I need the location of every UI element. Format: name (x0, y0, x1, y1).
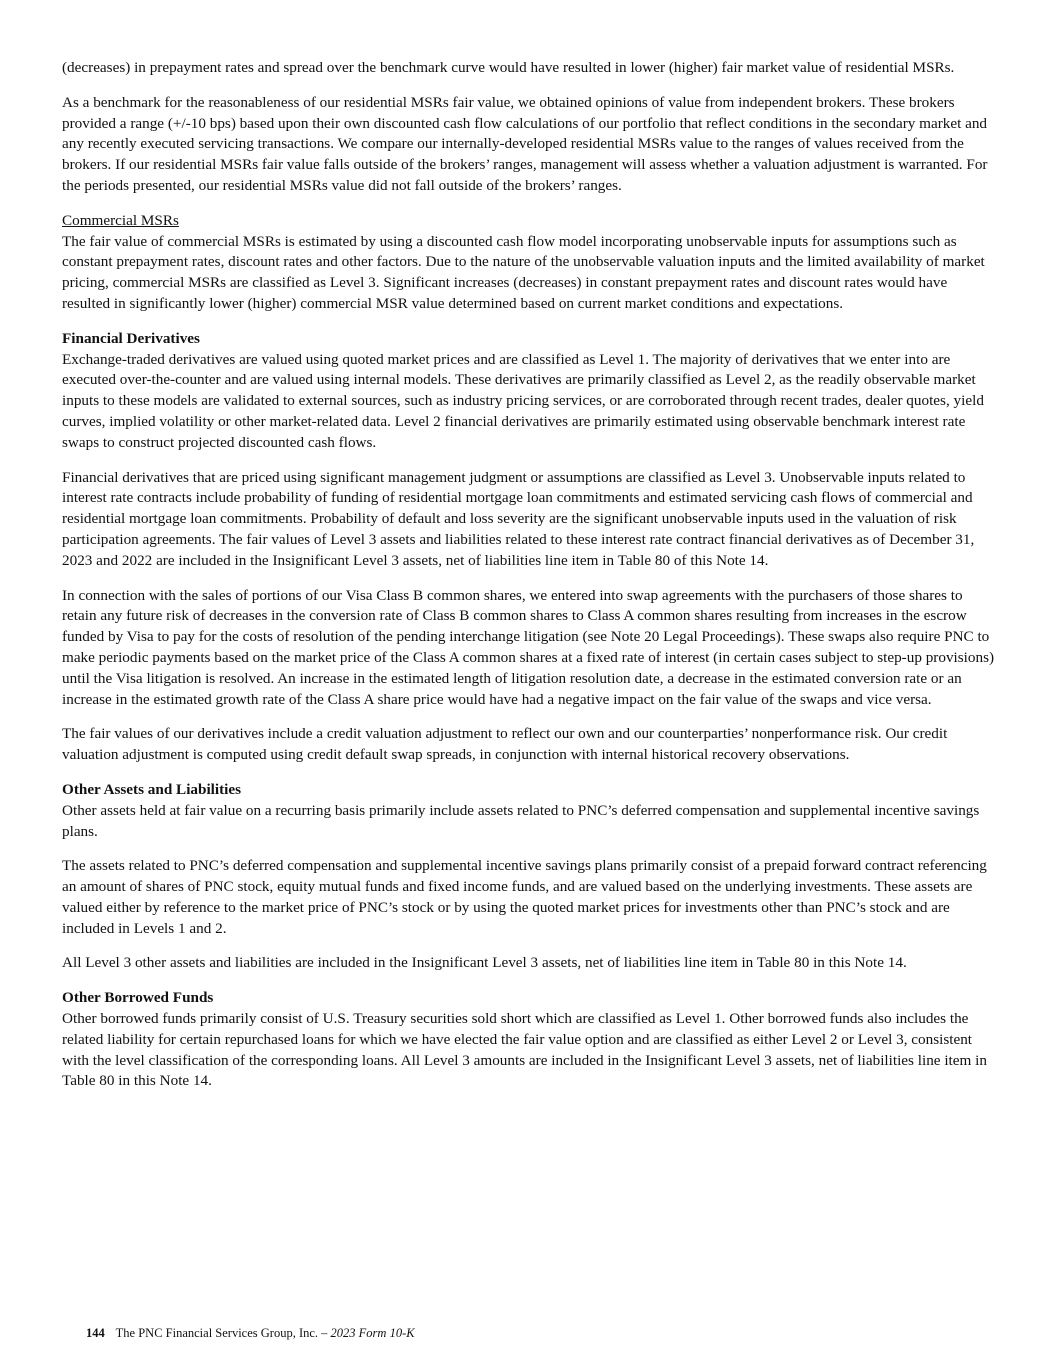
paragraph-deferred-compensation: The assets related to PNC’s deferred compensation and supplemental incentive savings plans primarily consist of a prepaid forward contract referencing an amount of shares of PNC stock, equity mutual funds and fixed income funds, and are valued based on the underlying investments. These assets are valued either by reference to the market price of PNC’s stock or by using the quoted market prices for investments other than PNC’s stock and are included in Levels 1 and 2. (62, 857, 987, 937)
paragraph-residential-msrs-continued: (decreases) in prepayment rates and spread over the benchmark curve would have resulted in lower (higher) fair market value of residential MSRs. (62, 59, 955, 76)
section-commercial-msrs (62, 211, 996, 315)
document-body (62, 58, 996, 1106)
paragraph-exchange-traded: Exchange-traded derivatives are valued using quoted market prices and are classified as Level 1. The majority of derivatives that we enter into are executed over-the-counter and are valued using internal models. These derivatives are primarily classified as Level 2, as the readily observable market inputs to these models are validated to external sources, such as industry pricing services, or are corroborated through recent trades, dealer quotes, yield curves, implied volatility or other market-related data. Level 2 financial derivatives are primarily estimated using observable benchmark interest rate swaps to construct projected discounted cash flows. (62, 350, 984, 451)
paragraph-other-assets-recurring: Other assets held at fair value on a recurring basis primarily include assets related to PNC’s deferred compensation and supplemental incentive savings plans. (62, 801, 980, 840)
paragraph-commercial-msrs: The fair value of commercial MSRs is estimated by using a discounted cash flow model incorporating unobservable inputs for assumptions such as constant prepayment rates, discount rates and other factors. Due to the nature of the unobservable valuation inputs and the limited availability of market pricing, commercial MSRs are classified as Level 3. Significant increases (decreases) in constant prepayment rates and discount rates would have resulted in significantly lower (higher) commercial MSR value determined based on current market conditions and expectations. (62, 232, 985, 312)
section-other-assets (62, 780, 996, 842)
page-number: 144 (86, 1326, 105, 1340)
paragraph-level3-derivatives: Financial derivatives that are priced using significant management judgment or assumptions are classified as Level 3. Unobservable inputs related to interest rate contracts include probability of funding of residential mortgage loan commitments and estimated servicing cash flows of commercial and residential mortgage loan commitments. Probability of default and loss severity are the significant unobservable inputs used in the valuation of risk participation agreements. The fair values of Level 3 assets and liabilities related to these interest rate contract financial derivatives as of December 31, 2023 and 2022 are included in the Insignificant Level 3 assets, net of liabilities line item in Table 80 of this Note 14. (62, 468, 975, 569)
paragraph-credit-valuation: The fair values of our derivatives include a credit valuation adjustment to reflect our own and our counterparties’ nonperformance risk. Our credit valuation adjustment is computed using credit default swap spreads, in conjunction with internal historical recovery observations. (62, 725, 948, 764)
paragraph-level3-other-assets: All Level 3 other assets and liabilities are included in the Insignificant Level 3 assets, net of liabilities line item in Table 80 in this Note 14. (62, 954, 907, 972)
section-other-borrowed-funds (62, 988, 996, 1092)
page-footer (86, 1326, 415, 1341)
section-financial-derivatives (62, 329, 996, 454)
heading-other-assets: Other Assets and Liabilities (62, 780, 242, 798)
paragraph-visa-swaps: In connection with the sales of portions of our Visa Class B common shares, we entered into swap agreements with the purchasers of those shares to retain any future risk of decreases in the conversion rate of Class B common shares to Class A common shares resulting from increases in the escrow funded by Visa to pay for the costs of resolution of the pending interchange litigation (see Note 20 Legal Proceedings). These swaps also require PNC to make periodic payments based on the market price of the Class A common shares at a fixed rate of interest (in certain cases subject to step-up provisions) until the Visa litigation is resolved. An increase in the estimated length of litigation resolution date, a decrease in the estimated conversion rate or an increase in the estimated growth rate of the Class A share price would have had a negative impact on the fair value of the swaps and vice versa. (62, 586, 995, 708)
heading-other-borrowed-funds: Other Borrowed Funds (62, 989, 214, 1007)
footer-form: 2023 Form 10-K (330, 1326, 415, 1340)
heading-commercial-msrs: Commercial MSRs (62, 211, 179, 229)
footer-company: The PNC Financial Services Group, Inc. – (115, 1326, 328, 1340)
paragraph-other-borrowed-funds: Other borrowed funds primarily consist of U.S. Treasury securities sold short which are classified as Level 1. Other borrowed funds also includes the related liability for certain repurchased loans for which we have elected the fair value option and are classified as either Level 2 or Level 3, consistent with the level classification of the corresponding loans. All Level 3 amounts are included in the Insignificant Level 3 assets, net of liabilities line item in Table 80 in this Note 14. (62, 1010, 987, 1090)
paragraph-broker-benchmark: As a benchmark for the reasonableness of our residential MSRs fair value, we obtained opinions of value from independent brokers. These brokers provided a range (+/-10 bps) based upon their own discounted cash flow calculations of our portfolio that reflect conditions in the secondary market and any recently executed servicing transactions. We compare our internally-developed residential MSRs value to the ranges of values received from the brokers. If our residential MSRs fair value falls outside of the brokers’ ranges, management will assess whether a valuation adjustment is warranted. For the periods presented, our residential MSRs value did not fall outside of the brokers’ ranges. (62, 93, 988, 194)
heading-financial-derivatives: Financial Derivatives (62, 329, 200, 347)
